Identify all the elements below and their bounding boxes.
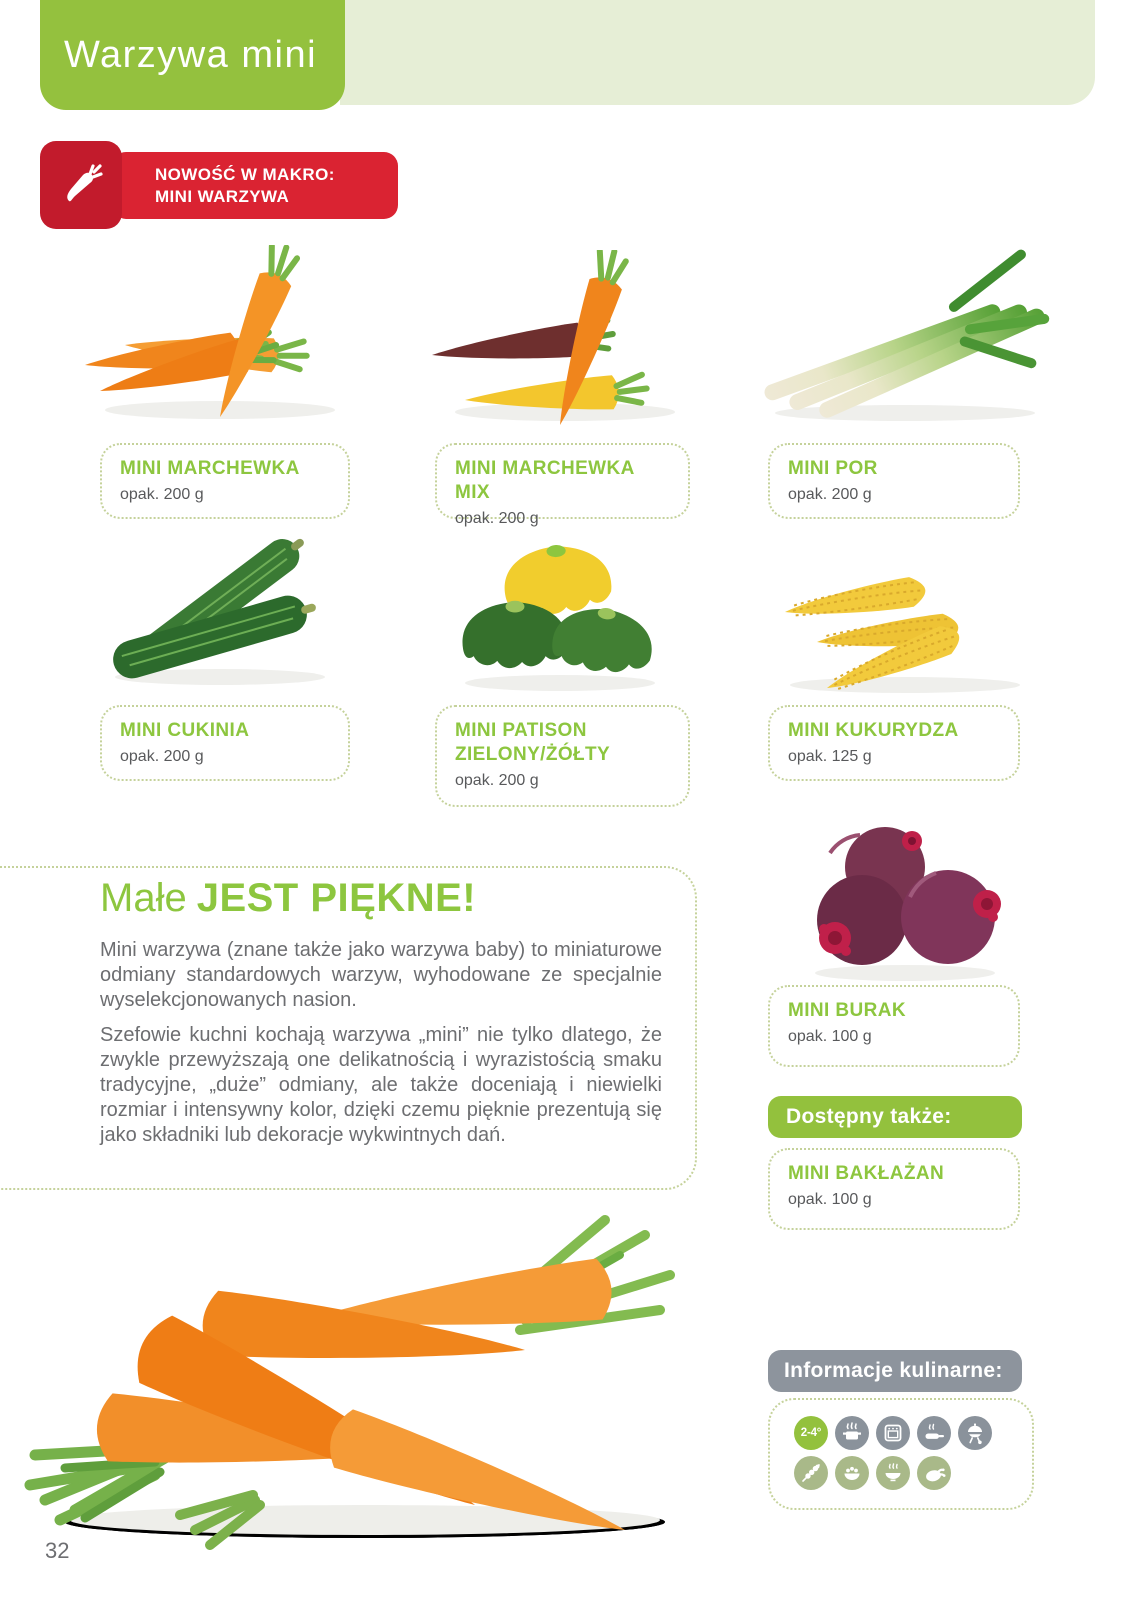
product-card: [768, 1148, 1020, 1230]
product-pack: opak. 200 g: [455, 510, 539, 527]
carrot-icon: [57, 161, 105, 209]
product-name: MINI MARCHEWKA MIX: [455, 458, 635, 503]
mini-zucchini-photo: [85, 525, 355, 700]
article-paragraph-1: Mini warzywa (znane także jako warzywa baby) to miniaturowe odmiany standardowych warzyw, wyhodowane ze specjalnie wyselekcjonowanych nasion.: [100, 939, 662, 1011]
culinary-icons-box: [768, 1398, 1034, 1510]
product-name: MINI KUKURYDZA: [788, 720, 959, 741]
product-card: [435, 705, 690, 807]
oven-icon: [876, 1416, 910, 1450]
product-pack: opak. 100 g: [788, 1028, 872, 1045]
article-heading: [100, 876, 476, 921]
product-pack: opak. 100 g: [788, 1191, 872, 1208]
salad-icon: [835, 1456, 869, 1490]
grill-icon: [958, 1416, 992, 1450]
article-paragraph-2: Szefowie kuchni kochają warzywa „mini” nie tylko dlatego, że zwykle przewyższają one delikatnością i wyrazistością smaku tradycyjne, „duże” odmiany, ale także doceniają i niewielki rozmiar i intensywny kolor, dzięki czemu pięknie prezentują się jako składniki lub dekoracje wykwintnych dań.: [100, 1024, 662, 1146]
mini-carrots-photo: [70, 245, 360, 435]
product-pack: opak. 125 g: [788, 748, 872, 765]
mini-baby-corn-photo: [755, 530, 1055, 705]
product-card: [768, 985, 1020, 1067]
product-name: MINI MARCHEWKA: [120, 458, 300, 479]
culinary-icons-row-2: [794, 1456, 1032, 1490]
pan-icon: [917, 1416, 951, 1450]
novelty-badge: [112, 152, 398, 219]
novelty-badge-line2: MINI WARZYWA: [155, 186, 290, 206]
product-card: [435, 443, 690, 527]
page-header: [40, 0, 345, 110]
poultry-icon: [917, 1456, 951, 1490]
also-available-banner: [768, 1096, 1022, 1138]
article-heading-bold: JEST PIĘKNE!: [196, 876, 477, 920]
mini-beetroot-photo: [790, 805, 1020, 990]
product-card: [100, 443, 350, 519]
novelty-badge-icon-tile: [40, 141, 122, 229]
article-text: [100, 938, 662, 1158]
product-pack: opak. 200 g: [455, 772, 539, 789]
product-pack: opak. 200 g: [120, 748, 204, 765]
product-name: MINI BURAK: [788, 1000, 906, 1021]
product-card: [100, 705, 350, 781]
product-pack: opak. 200 g: [788, 486, 872, 503]
also-available-label: Dostępny także:: [786, 1105, 952, 1128]
mini-carrot-mix-photo: [420, 250, 710, 440]
product-name: MINI BAKŁAŻAN: [788, 1163, 945, 1184]
culinary-info-banner: [768, 1350, 1022, 1392]
novelty-badge-line1: NOWOŚĆ W MAKRO:: [155, 164, 335, 184]
product-name: MINI PATISON ZIELONY/ŻÓŁTY: [455, 720, 611, 765]
mini-pattypan-photo: [440, 525, 690, 705]
article-heading-light: Małe: [100, 876, 187, 920]
pot-icon: [835, 1416, 869, 1450]
header-band: [340, 0, 1095, 105]
storage-temp-icon: [794, 1416, 828, 1450]
page-title: Warzywa mini: [64, 33, 318, 76]
storage-temp-label: 2-4°: [800, 1427, 822, 1439]
product-pack: opak. 200 g: [120, 486, 204, 503]
skewer-icon: [794, 1456, 828, 1490]
product-name: MINI POR: [788, 458, 878, 479]
product-name: MINI CUKINIA: [120, 720, 250, 741]
page-number: 32: [45, 1538, 70, 1563]
product-card: [768, 443, 1020, 519]
culinary-info-heading: Informacje kulinarne:: [784, 1359, 1003, 1382]
product-card: [768, 705, 1020, 781]
mini-leek-photo: [745, 245, 1065, 435]
carrot-pile-photo: [5, 1200, 735, 1550]
soup-icon: [876, 1456, 910, 1490]
culinary-icons-row-1: [794, 1416, 1032, 1450]
